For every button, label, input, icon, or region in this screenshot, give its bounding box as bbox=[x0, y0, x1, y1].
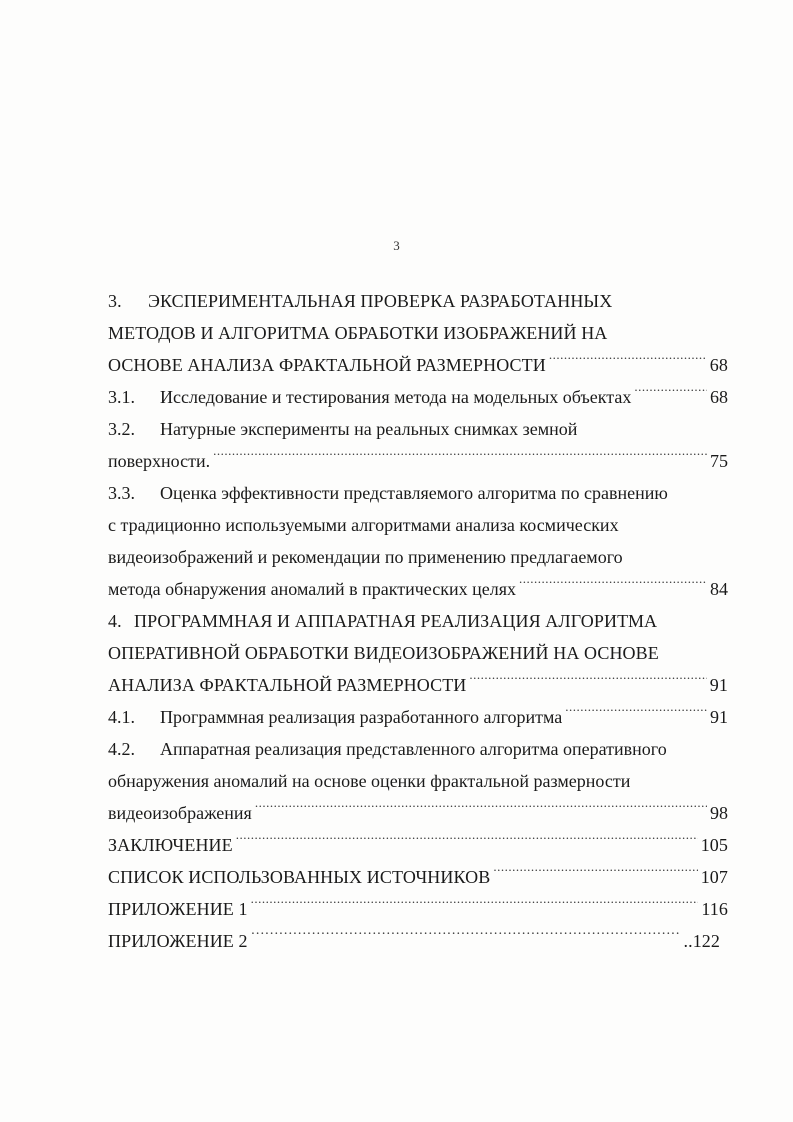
toc-entry-4-2-line3 bbox=[108, 797, 728, 829]
dot-leader bbox=[549, 353, 707, 371]
toc-entry-number: 3.2. bbox=[108, 419, 135, 439]
dot-leader bbox=[519, 577, 707, 595]
toc-entry-3-line2 bbox=[108, 317, 728, 349]
toc-entry-3-line1 bbox=[108, 285, 728, 317]
toc-page-number: 91 bbox=[710, 707, 728, 727]
toc-entry-3-3-line1 bbox=[108, 477, 728, 509]
toc-entry-4-1 bbox=[108, 701, 728, 733]
dot-leader bbox=[251, 929, 681, 947]
toc-entry-4-line1 bbox=[108, 605, 728, 637]
toc-entry-3-3-line4 bbox=[108, 573, 728, 605]
table-of-contents bbox=[108, 285, 728, 957]
toc-page-number: 116 bbox=[701, 899, 728, 919]
toc-entry-appendix-1 bbox=[108, 893, 728, 925]
toc-entry-3-3-line3 bbox=[108, 541, 728, 573]
toc-entry-title: Аппаратная реализация представленного алгоритма оперативного bbox=[160, 739, 667, 759]
toc-entry-4-2-line2 bbox=[108, 765, 728, 797]
toc-page-number: 91 bbox=[709, 675, 728, 695]
toc-entry-title: СПИСОК ИСПОЛЬЗОВАННЫХ ИСТОЧНИКОВ bbox=[108, 867, 491, 887]
toc-entry-title: ОПЕРАТИВНОЙ ОБРАБОТКИ ВИДЕОИЗОБРАЖЕНИЙ НА ОСНОВЕ bbox=[108, 643, 659, 663]
toc-entry-title: Натурные эксперименты на реальных снимках земной bbox=[160, 419, 578, 439]
toc-page-number: 98 bbox=[710, 803, 728, 823]
toc-entry-number: 3. bbox=[108, 291, 122, 311]
toc-entry-title: ПРОГРАММНАЯ И АППАРАТНАЯ РЕАЛИЗАЦИЯ АЛГОРИТМА bbox=[134, 611, 658, 631]
toc-entry-title: метода обнаружения аномалий в практических целях bbox=[108, 579, 516, 599]
toc-entry-4-2-line1 bbox=[108, 733, 728, 765]
toc-entry-title: Оценка эффективности представляемого алгоритма по сравнению bbox=[160, 483, 668, 503]
toc-entry-conclusion bbox=[108, 829, 728, 861]
toc-entry-number: 3.3. bbox=[108, 483, 135, 503]
toc-entry-title: ПРИЛОЖЕНИЕ 1 bbox=[108, 899, 248, 919]
dot-leader bbox=[493, 865, 697, 883]
toc-entry-title: МЕТОДОВ И АЛГОРИТМА ОБРАБОТКИ ИЗОБРАЖЕНИЙ НА bbox=[108, 323, 608, 343]
toc-entry-number: 3.1. bbox=[108, 387, 135, 407]
toc-page-number: 68 bbox=[709, 355, 728, 375]
page-number: 3 bbox=[393, 238, 400, 253]
toc-entry-title: Исследование и тестирования метода на модельных объектах bbox=[160, 387, 632, 407]
toc-entry-3-2-line1 bbox=[108, 413, 728, 445]
toc-entry-number: 4.1. bbox=[108, 707, 135, 727]
toc-entry-title: Программная реализация разработанного алгоритма bbox=[160, 707, 563, 727]
toc-entry-3-line3 bbox=[108, 349, 728, 381]
toc-entry-number: 4. bbox=[108, 611, 122, 631]
dot-leader bbox=[565, 705, 707, 723]
dot-leader bbox=[251, 897, 699, 915]
toc-page-number: 107 bbox=[700, 867, 728, 887]
dot-leader bbox=[469, 673, 706, 691]
toc-entry-title: ЭКСПЕРИМЕНТАЛЬНАЯ ПРОВЕРКА РАЗРАБОТАННЫХ bbox=[148, 291, 613, 311]
toc-entry-title: АНАЛИЗА ФРАКТАЛЬНОЙ РАЗМЕРНОСТИ bbox=[108, 675, 467, 695]
toc-entry-title: ЗАКЛЮЧЕНИЕ bbox=[108, 835, 233, 855]
dot-leader bbox=[634, 385, 707, 403]
toc-entry-title: ОСНОВЕ АНАЛИЗА ФРАКТАЛЬНОЙ РАЗМЕРНОСТИ bbox=[108, 355, 546, 375]
toc-entry-number: 4.2. bbox=[108, 739, 135, 759]
toc-entry-title: видеоизображения bbox=[108, 803, 252, 823]
toc-page-number: 105 bbox=[700, 835, 728, 855]
toc-entry-title: ПРИЛОЖЕНИЕ 2 bbox=[108, 931, 248, 951]
toc-entry-title: поверхности. bbox=[108, 451, 211, 471]
toc-page-number: 75 bbox=[710, 451, 728, 471]
toc-page-number: 68 bbox=[710, 387, 728, 407]
toc-entry-title: с традиционно используемыми алгоритмами анализа космических bbox=[108, 515, 619, 535]
toc-page-number: ..122 bbox=[683, 931, 720, 951]
toc-entry-3-3-line2 bbox=[108, 509, 728, 541]
toc-entry-references bbox=[108, 861, 728, 893]
toc-entry-title: обнаружения аномалий на основе оценки фрактальной размерности bbox=[108, 771, 631, 791]
toc-entry-title: видеоизображений и рекомендации по применению предлагаемого bbox=[108, 547, 623, 567]
toc-entry-3-2-line2 bbox=[108, 445, 728, 477]
dot-leader bbox=[236, 833, 698, 851]
toc-entry-3-1 bbox=[108, 381, 728, 413]
toc-page-number: 84 bbox=[710, 579, 728, 599]
dot-leader bbox=[255, 801, 707, 819]
toc-entry-4-line2 bbox=[108, 637, 728, 669]
toc-entry-appendix-2 bbox=[108, 925, 720, 957]
dot-leader bbox=[213, 449, 707, 467]
toc-entry-4-line3 bbox=[108, 669, 728, 701]
